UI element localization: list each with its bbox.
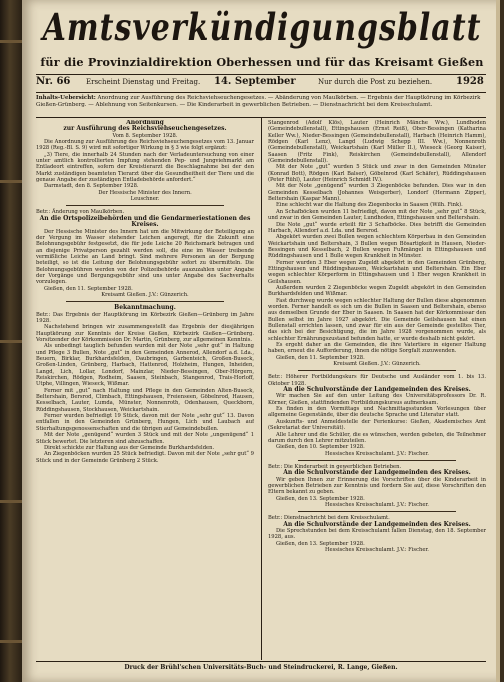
article-separator — [66, 205, 224, 206]
paragraph: Die Anordnung zur Ausführung des Reichsviehseuchengesetzes vom 13. Januar 1928 (Reg.-Bl. S. 9) wird mit sofortiger Wirkung in § 3 wie folgt ergänzt: — [36, 139, 254, 152]
addressee-heading: An die Schulvorstände der Landgemeinden des Kreises. — [283, 386, 471, 394]
paragraph: Wir machen Sie auf den unter Leitung des Universitätsprofessors Dr. R. Körner, Gießen, stattfindenden Fortbildungskursus aufmerksam. — [268, 393, 486, 406]
paragraph: Ferner wurden 3 Eber wegen Zugeldt abgekört in den Gemeinden Grünberg, Ettingshausen und Rüddingshausen, Weickartshain und Beltershain. Ein Eber wegen schlechter Körperform in Ettingshausen und 1 Eber wegen Krankheit in Geilshausen. — [268, 259, 486, 285]
paragraph: Alle Lehrer und die Schüler, die es wünschen, werden gebeten, die Teilnehmer darum durch den Lehrer mitzuteilen. — [268, 431, 486, 444]
article-separator — [298, 460, 456, 461]
subject-line: Betr.: Höherer Fortbildungskurs für Deutsche und Ausländer vom 1. bis 13. Oktober 1928. — [268, 374, 486, 387]
paragraph: Abgekört wurden zwei Bullen wegen schlechtem Körperbau in den Gemeinden Weickartshain und Beltershain, 3 Bullen wegen Bösartigkeit in Hausen, Nieder-Bessingen und Kesselbach, 2 Bullen wegen Fußmängel in Ettingshausen und Rüddingshausen und 1 Bulle wegen Krankheit in Münster. — [268, 234, 486, 260]
article-subheading: zur Ausführung des Reichsviehseuchengesetzes. — [63, 125, 227, 133]
article-separator — [66, 301, 224, 302]
issue-header — [36, 77, 486, 91]
article-separator — [298, 370, 456, 371]
header-bottom-rule — [36, 92, 486, 93]
subject-line: Betr.: Die Kinderarbeit in gewerblichen Betrieben. — [268, 463, 402, 470]
addressee-heading: An die Ortspolizeibehörden und die Gendarmeriestationen des Kreises. — [39, 214, 251, 229]
place-date: Gießen, den 11. September 1928. — [44, 285, 133, 292]
addressee-heading: An die Schulvorstände der Landgemeinden des Kreises. — [283, 469, 471, 477]
page-edge — [496, 0, 500, 682]
paragraph: Die Sprechstunden bei dem Kreisschulamt fallen Dienstag, den 18. September 1928, aus. — [268, 527, 486, 541]
place-date: Gießen, den 13. September 1928. — [276, 495, 365, 502]
paragraph: Auskunfts- und Anmeldestelle der Ferienkurse: Gießen, Akademisches Amt (Sekretariat der Universität). — [268, 418, 486, 432]
paragraph: Ferner mit „gut“ nach Haltung und Pflege in den Gemeinden Alten-Buseck, Beltershain, Bersrod, Climbach, Ettingshausen, Freienseen, Göbelnrod, Hausen, Kesselbach, Lauter, Lumda, Münster, Nonnenroth, Odenhausen, Queckborn, Rüddingshausen, Stockhausen, Weickartshain. — [36, 387, 254, 413]
subject-line: Betr.: Das Ergebnis der Hauptkörung im Körbezirk Gießen—Grünberg im Jahre 1928. — [36, 311, 254, 324]
place-date: Darmstadt, den 8. September 1928. — [44, 183, 139, 190]
signature: Hessisches Kreisschulamt. J.V.: Fischer. — [325, 501, 429, 508]
printer-imprint: Druck der Brühl'schen Universitäts-Buch- und Steindruckerei, R. Lange, Gießen. — [124, 664, 398, 671]
book-spine — [0, 0, 22, 682]
subject-line: Betr.: Änderung von Maulkörben. — [36, 209, 125, 216]
contents-label: Inhalts-Uebersicht: — [36, 95, 96, 101]
left-column — [36, 120, 254, 660]
paragraph: Direkt schickte zur Haltung aus der Gemeinde Burkhardsfelden. — [44, 444, 215, 451]
paragraph: Fast durchweg wurde wegen schlechter Haltung der Bullen diese abgenommen worden. Ferner handelt es sich um die Bullen in Saasen und Beltershain, ebenso aus demselben Grunde der Eber in Saasen. In Saasen hat der Körkommissar den Bullen selbst im Jahre 1927 abgekört. Die Gemeinde Geilshausen hat einen Bullenstall errichten lassen, und zwar für ein aus der Gemeinde gestelltes Tier, das sich bei der Besichtigung, die im Jahre 1928 vorgenommen wurde, als schlechter Ernährungszustand befunden hatte, er wurde deshalb nicht gekört. — [268, 297, 486, 342]
paragraph: „3) Tiere, die innerhalb 24 Stunden nach der Verladeuntersuchung von einer unter amtlich kontrollierten Impfung stehenden Pep- und Jungviehmarkt am Entladeort eintreffen, sofern der Kreistierarzt die Beschlagnahme bei der den Markt zuständigen beamteten Tierarzt über die Gesundheitheit der Tiere und die genaue Angabe der zuständigen Entladebehörde anfordert.“ — [36, 151, 254, 184]
newspaper-page — [22, 0, 500, 682]
paragraph: An Schafböcken wurden 11 befriedigt, davon mit der Note „sehr gut“ 8 Stück, und zwar in den Gemeinden Lauter, Lundhoden, Ettingshausen und Beltershain. — [268, 208, 486, 222]
issue-distribution: Nur durch die Post zu beziehen. — [318, 78, 433, 86]
column-divider — [261, 118, 262, 660]
signatory-name: Leuschner. — [130, 196, 160, 203]
article-date: Vom 8. September 1928. — [112, 132, 178, 139]
paragraph: Nachstehend bringen wir zusammengestellt das Ergebnis der diesjährigen Hauptkörung zur Kenntnis der Kreise Gießen, Körbezirk Gießen—Grünberg. Vorsitzender der Körkommission Dr. Martin, Grünberg, zur allgemeinen Kenntnis. — [36, 324, 254, 343]
top-rule — [36, 74, 486, 75]
issue-year: 1928 — [456, 76, 484, 87]
paragraph: An Ziegenböcken wurden 25 Stück befriedigt. Davon mit der Note „sehr gut“ 9 Stück und in der Gemeinde Grünberg 2 Stück. — [36, 451, 254, 464]
paragraph: Eine schlecht war die Haltung des Ziegenbocks in Saasen (Wilh. Fink). — [276, 202, 463, 209]
paragraph: Es finden in den Vormittags und Nachmittagsstunden Vorlesungen über allgemeine Gegenstände, über die deutsche Sprache und Literatur statt. — [268, 406, 486, 419]
article-heading: Bekanntmachung. — [114, 304, 176, 312]
paragraph: Mit der Note „genügend“ wurden 3 Stück und mit der Note „ungenügend“ 1 Stück bewertet. Die letzteren sind abzuschaffen. — [36, 432, 254, 445]
paragraph: Ferner wurden befriedigt 19 Stück, davon mit der Note „sehr gut“ 13. Davon entfallen in den Gemeinden Grünberg, Hungen, Lich und Laubach auf Stierhaltungsgenossenschaften und die übrigen auf Gemeindebullen. — [36, 413, 254, 432]
place-date: Gießen, den 10. September 1928. — [276, 444, 365, 451]
issue-number: Nr. 66 — [36, 76, 71, 87]
addressee-heading: An die Schulvorstände der Landgemeinden des Kreises. — [283, 520, 471, 528]
masthead-subtitle: für die Provinzialdirektion Oberhessen und für das Kreisamt Gießen — [40, 55, 484, 69]
table-of-contents — [36, 95, 486, 109]
issue-date: 14. September — [214, 76, 296, 87]
signature: Kreisamt Gießen. J.V.: Günzerich. — [101, 291, 189, 298]
paragraph: Der Hessische Minister des Innern hat um die Mitwirkung der Beteiligung an der Vergung im Wasser stehender Leichen angeregt, für die Zukunft eine Belohnungsgebühr festgesetzt, die für jede Leiche 20 Reichsmark betragen und an diejenige Privatperson gezahlt werden soll, die eine im Wasser treibende vermißliche Leiche an Land bringt. Sind mehrere Personen an der Bergung beteiligt, so ist die Leitung der Belohnungsgebühr sofort zu übermitteln. Die Belohnungsgebühren werden von der Polizeibehörde auszuzahlen unter Angabe der Vorgänge und Bergungsgebühr sind uns unter Angabe des Sachverhalts vorzulegen. — [36, 228, 254, 286]
signature: Kreisamt Gießen. J.V.: Günzerich. — [333, 361, 421, 368]
paragraph: Es ergeht daher an die Gemeinden, die ihre Vatertiere in eigener Haltung haben, erneut die Aufforderung, ihnen die nötige Sorgfalt zuzuwenden. — [268, 342, 486, 355]
paragraph: Mit der Note „gut“ wurden 5 Stück und zwar in den Gemeinden Münster (Konrad Bott), Rödgen (Karl Balser), Göbelnrod (Karl Schäfer), Rüddingshausen (Peter Rühl), Lauter (Heinrich Schmidt IV.). — [268, 164, 486, 184]
place-date: Gießen, den 13. September 1928. — [276, 540, 365, 547]
paragraph: Die Note „gut“ wurde erteilt für 3 Schafböcke. Dies betrifft die Gemeinden Harbach, Allendorf a.d. Lda. und Bersrod. — [268, 221, 486, 234]
footer-rule — [36, 661, 486, 662]
paragraph: Außerdem wurden 2 Ziegenböcke wegen Zugeldt abgekört in den Gemeinden Burkhardsfelden und Wißmar. — [268, 284, 486, 298]
issue-schedule: Erscheint Dienstag und Freitag. — [86, 78, 201, 86]
paragraph: Wir geben Ihnen zur Erinnerung die Vorschriften über die Kinderarbeit in gewerblichen Betrieben zur Kenntnis und fordern Sie auf, diese Vorschriften den Eltern bekannt zu geben. — [268, 476, 486, 496]
paragraph: Mit der Note „genügend“ wurden 3 Ziegenböcke befunden. Dies war in den Gemeinden Kesselbach (Johannes Weisgerber), Londorf (Hermann Zipper), Beltershain (Kaspar Mann). — [268, 183, 486, 203]
subject-line: Betr.: Dienstnachricht bei dem Kreisschulamt. — [268, 515, 390, 522]
right-column — [268, 120, 486, 660]
article-separator — [298, 511, 456, 512]
masthead-title: Amtsverkündigungsblatt — [42, 6, 482, 50]
signatory-title: Der Hessische Minister des Innern. — [98, 189, 192, 196]
article-heading: Anordnung — [126, 120, 164, 126]
signature: Hessisches Kreisschulamt. J.V.: Fischer. — [325, 450, 429, 457]
paragraph: Als unbedingt tauglich befunden wurden mit der Note „sehr gut“ in Haltung und Pflege 3 Bullen, Note „gut“ in den Gemeinden Annerod, Allendorf a.d. Lda., Beuern, Birklar, Burkhardsfelden, Daubringen, Garbenteich, Großen-Buseck, Großen-Linden, Grünberg, Harbach, Hattenrod, Holzheim, Hungen, Inheiden, Langd, Lich, Lollar, Londorf, Mainzlar, Nieder-Bessingen, Ober-Hörgern, Reiskirchen, Rödgen, Rodheim, Saasen, Steinbach, Stangenrod, Trais-Horloff, Utphe, Villingen, Wieseck, Wißmar. — [36, 343, 254, 388]
paragraph: Stangenrod (Adolf Klös), Lauter (Heinrich Mänche Ww.), Lundhoden (Gemeindebullenstall), Ettingshausen (Ernst Reiß), Ober-Bessingen (Katharina Keller Ww.), Nieder-Bessingen (Gemeindebullenstall), Harbach (Heinrich Hamm), Rödgen (Karl Lenz), Langd (Ludwig Schepp III. Ww.), Nonnenroth (Gemeindebullenstall), Weickartshain (Karl Müller II.), Wieseck (Georg Kaiser), Saasen (Fritz Fink), Reiskirchen (Gemeindebullenstall), Allendorf (Gemeindebullenstall). — [268, 120, 486, 165]
contents-text: Anordnung zur Ausführung des Reichsviehseuchengesetzes. — Abänderung von Maulkörben. — Ergebnis der Hauptkörung im Körbezirk Gießen-Grünberg. — Ablehnung von Seitenkursen. — Die Kinderarbeit in gewerblichen Betrieben. — Dienstnachricht bei dem Kreisschulamt. — [36, 95, 481, 108]
signature: Hessisches Kreisschulamt. J.V.: Fischer. — [325, 547, 429, 553]
place-date: Gießen, den 11. September 1928. — [276, 354, 365, 361]
